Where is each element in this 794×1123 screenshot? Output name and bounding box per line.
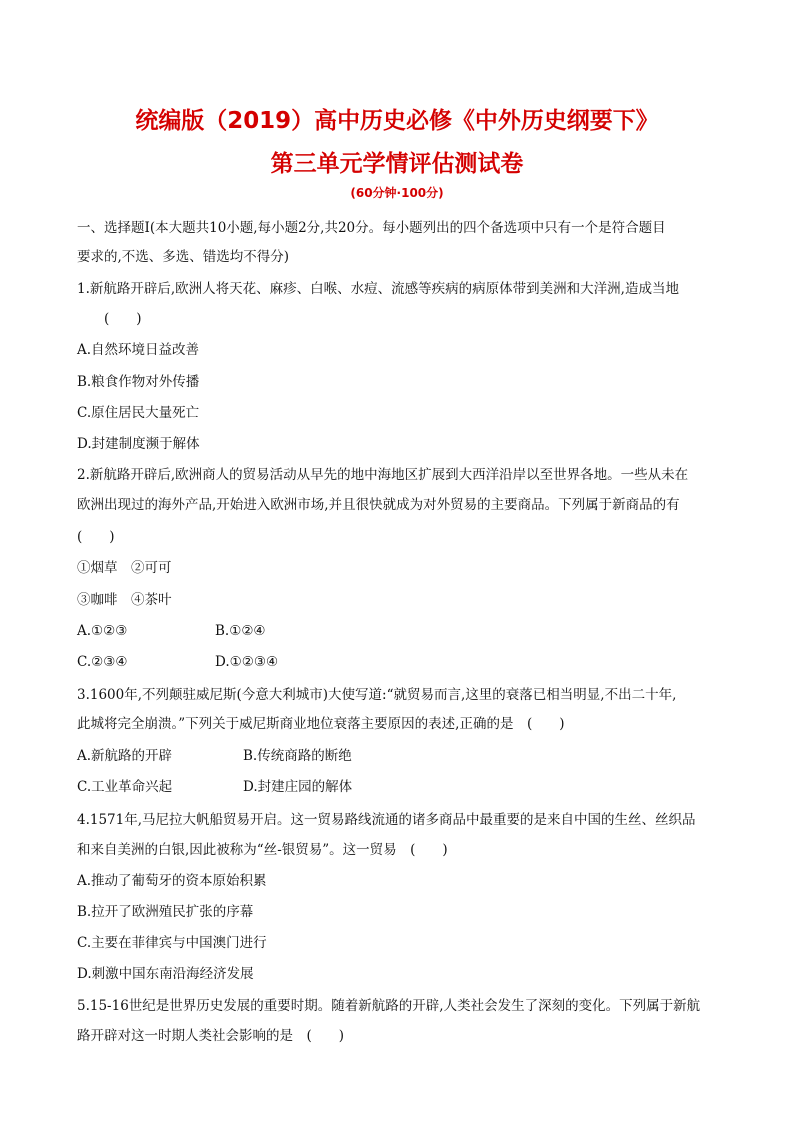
q1-option-d: D.封建制度濒于解体 — [77, 436, 200, 452]
q3-option-c: C.工业革命兴起 — [77, 779, 173, 795]
q4-stem-line1: 4.1571年,马尼拉大帆船贸易开启。这一贸易路线流通的诸多商品中最重要的是来自中国的生丝、丝织品 — [77, 812, 696, 828]
q2-option-c: C.②③④ — [77, 654, 128, 670]
q1-option-c: C.原住居民大量死亡 — [77, 405, 200, 421]
exam-title-line2: 第三单元学情评估测试卷 — [270, 151, 524, 177]
exam-title-line1: 统编版（2019）高中历史必修《中外历史纲要下》 — [135, 108, 659, 134]
q2-option-b: B.①②④ — [215, 623, 266, 639]
q3-stem-line2: 此城将完全崩溃。”下列关于威尼斯商业地位衰落主要原因的表述,正确的是 ( ) — [77, 716, 565, 732]
q2-option-d: D.①②③④ — [215, 654, 279, 670]
q1-stem-line1: 1.新航路开辟后,欧洲人将天花、麻疹、白喉、水痘、流感等疾病的病原体带到美洲和大洋洲,造成当地 — [77, 281, 679, 297]
q2-answer-bracket: ( ) — [77, 529, 115, 545]
q2-items-line1: ①烟草 ②可可 — [77, 560, 172, 576]
section-intro-line2: 要求的,不选、多选、错选均不得分) — [77, 249, 290, 265]
q5-stem-line1: 5.15-16世纪是世界历史发展的重要时期。随着新航路的开辟,人类社会发生了深刻的变化。下列属于新航 — [77, 998, 701, 1014]
q2-option-a: A.①②③ — [77, 623, 128, 639]
q1-option-a: A.自然环境日益改善 — [77, 342, 200, 358]
q4-option-c: C.主要在菲律宾与中国澳门进行 — [77, 935, 267, 951]
q2-stem-line2: 欧洲出现过的海外产品,开始进入欧洲市场,并且很快就成为对外贸易的主要商品。下列属于新商品的有 — [77, 497, 680, 513]
q3-option-b: B.传统商路的断绝 — [243, 748, 352, 764]
q2-items-line2: ③咖啡 ④茶叶 — [77, 592, 172, 608]
q3-option-d: D.封建庄园的解体 — [243, 779, 353, 795]
q3-stem-line1: 3.1600年,不列颠驻威尼斯(今意大利城市)大使写道:“就贸易而言,这里的衰落已相当明显,不出二十年, — [77, 687, 677, 703]
q1-answer-bracket: ( ) — [104, 311, 142, 327]
q3-option-a: A.新航路的开辟 — [77, 748, 173, 764]
q4-option-b: B.拉开了欧洲殖民扩张的序幕 — [77, 904, 254, 920]
q2-stem-line1: 2.新航路开辟后,欧洲商人的贸易活动从早先的地中海地区扩展到大西洋沿岸以至世界各地。一些从未在 — [77, 467, 689, 483]
exam-subtitle: (60分钟·100分) — [350, 186, 444, 200]
q4-option-a: A.推动了葡萄牙的资本原始积累 — [77, 873, 267, 889]
q5-stem-line2: 路开辟对这一时期人类社会影响的是 ( ) — [77, 1028, 345, 1044]
q4-option-d: D.刺激中国东南沿海经济发展 — [77, 966, 254, 982]
section-intro-line1: 一、选择题Ⅰ(本大题共10小题,每小题2分,共20分。每小题列出的四个备选项中只有一个是符合题目 — [77, 220, 666, 236]
q1-option-b: B.粮食作物对外传播 — [77, 374, 200, 390]
q4-stem-line2: 和来自美洲的白银,因此被称为“丝-银贸易”。这一贸易 ( ) — [77, 842, 448, 858]
